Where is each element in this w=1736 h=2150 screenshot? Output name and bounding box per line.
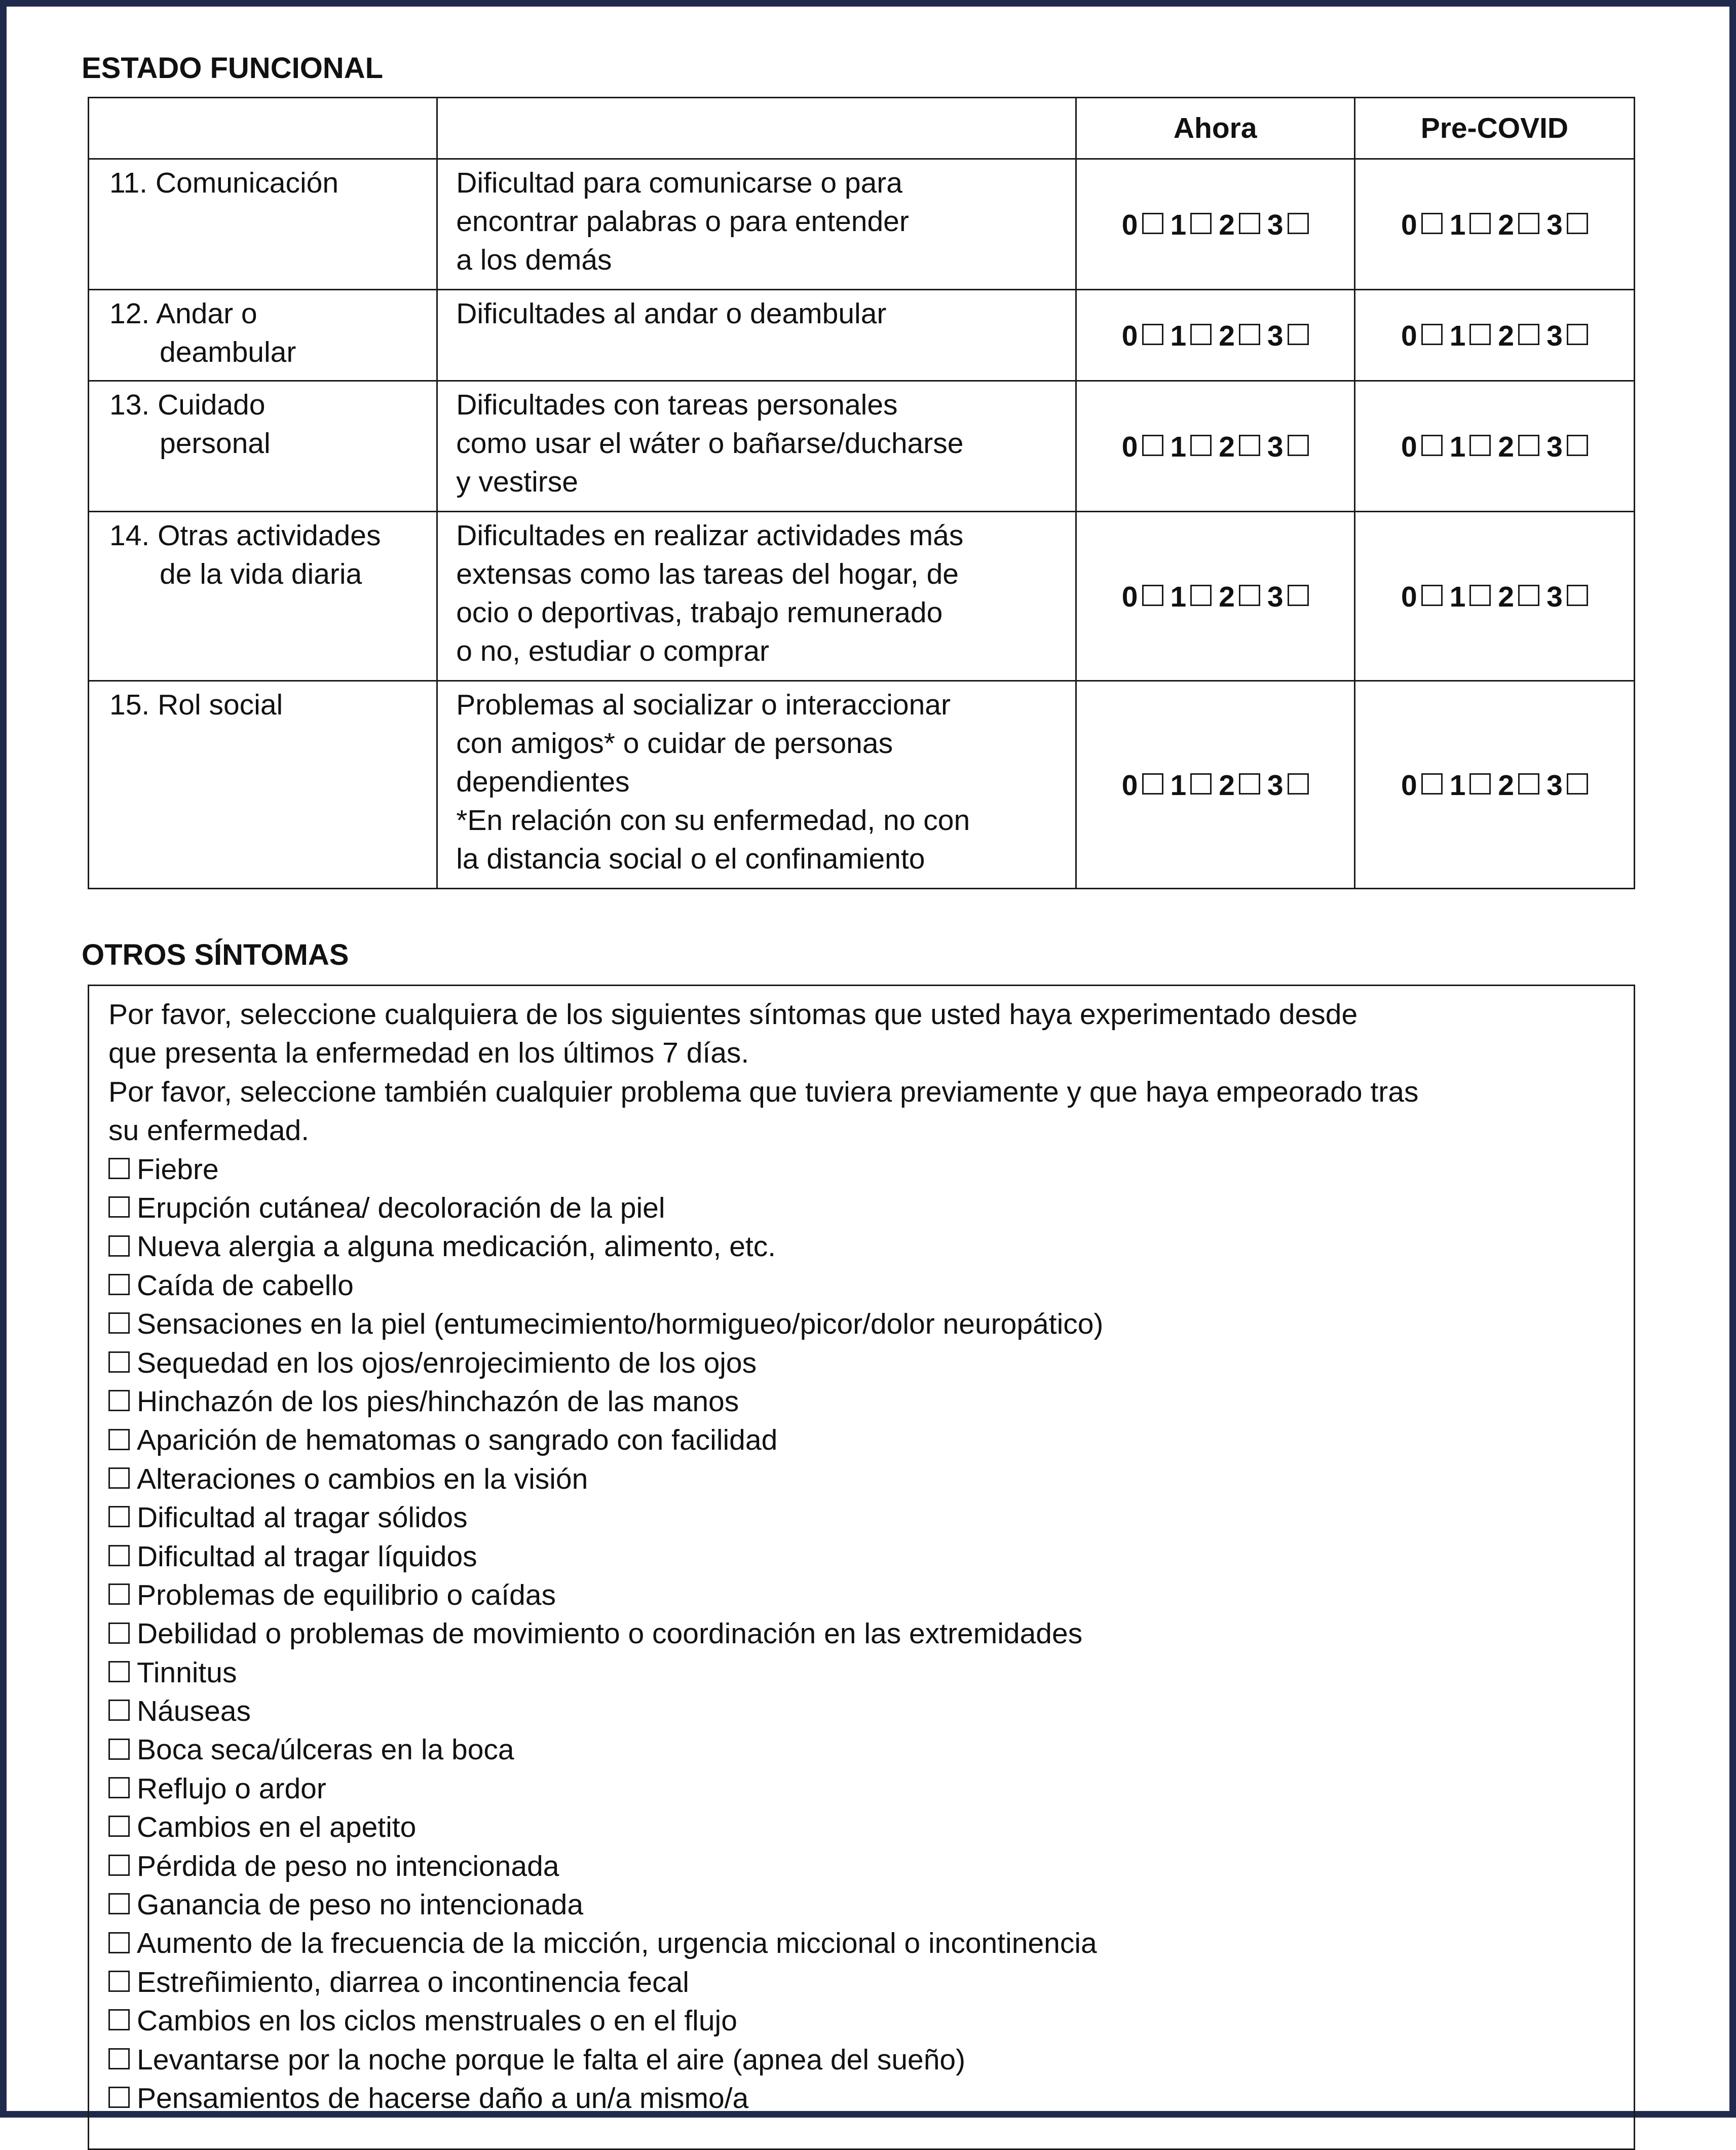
symptom-label: Caída de cabello xyxy=(137,1269,354,1302)
scale-option-label: 0 xyxy=(1401,209,1417,242)
checkbox[interactable] xyxy=(1567,585,1588,606)
symptom-label: Sensaciones en la piel (entumecimiento/hormigueo/picor/dolor neuropático) xyxy=(137,1308,1104,1341)
symptom-checkbox[interactable] xyxy=(108,1971,130,1992)
scale-ahora xyxy=(1076,290,1354,381)
symptom-item xyxy=(108,1769,1618,1808)
checkbox[interactable] xyxy=(1190,773,1212,795)
scale-option-label: 0 xyxy=(1121,769,1138,802)
symptom-item xyxy=(108,1498,1618,1537)
row-description-line: como usar el wáter o bañarse/ducharse xyxy=(456,427,964,460)
checkbox[interactable] xyxy=(1190,324,1212,345)
checkbox[interactable] xyxy=(1288,213,1309,234)
symptom-checkbox[interactable] xyxy=(108,1235,130,1257)
symptom-checkbox[interactable] xyxy=(108,1855,130,1876)
row-description-line: Problemas al socializar o interaccionar xyxy=(456,689,951,721)
row-label-line: de la vida diaria xyxy=(160,558,362,590)
row-label-line: Andar o xyxy=(156,297,257,330)
checkbox[interactable] xyxy=(1288,435,1309,456)
symptom-item xyxy=(108,2002,1618,2040)
symptom-item xyxy=(108,1189,1618,1227)
intro-line: Por favor, seleccione también cualquier problema que tuviera previamente y que haya empeorado tras xyxy=(108,1075,1419,1108)
row-number: 11. xyxy=(109,167,148,199)
scale-option-label: 2 xyxy=(1498,320,1515,353)
scale-option-label: 1 xyxy=(1449,320,1466,353)
symptom-label: Problemas de equilibrio o caídas xyxy=(137,1578,556,1611)
checkbox[interactable] xyxy=(1469,435,1491,456)
table-row xyxy=(89,681,1635,889)
checkbox[interactable] xyxy=(1239,324,1260,345)
header-item xyxy=(89,98,437,159)
symptom-label: Nueva alergia a alguna medicación, alimento, etc. xyxy=(137,1230,776,1263)
symptom-item xyxy=(108,1382,1618,1421)
checkbox[interactable] xyxy=(1518,213,1539,234)
checkbox[interactable] xyxy=(1469,773,1491,795)
row-label xyxy=(89,512,437,681)
symptom-item xyxy=(108,1537,1618,1576)
symptom-item xyxy=(108,1576,1618,1614)
scale-option-label: 1 xyxy=(1170,209,1187,242)
checkbox[interactable] xyxy=(1421,435,1443,456)
otros-sintomas-box xyxy=(88,985,1635,2150)
scale-option-label: 2 xyxy=(1498,209,1515,242)
checkbox[interactable] xyxy=(1142,213,1163,234)
symptom-label: Cambios en los ciclos menstruales o en el flujo xyxy=(137,2005,737,2038)
scale-option-label: 0 xyxy=(1121,320,1138,353)
symptom-checkbox[interactable] xyxy=(108,1390,130,1411)
symptom-label: Hinchazón de los pies/hinchazón de las manos xyxy=(137,1385,739,1418)
symptom-checkbox[interactable] xyxy=(108,1623,130,1644)
checkbox[interactable] xyxy=(1469,585,1491,606)
row-description-line: o no, estudiar o comprar xyxy=(456,635,770,667)
scale-option-label: 2 xyxy=(1219,320,1235,353)
checkbox[interactable] xyxy=(1421,324,1443,345)
row-description-line: dependientes xyxy=(456,766,630,798)
checkbox[interactable] xyxy=(1518,773,1539,795)
symptom-label: Boca seca/úlceras en la boca xyxy=(137,1733,514,1766)
symptom-checkbox[interactable] xyxy=(108,1274,130,1295)
row-number-and-label xyxy=(109,689,283,721)
symptom-label: Tinnitus xyxy=(137,1656,237,1689)
symptom-label: Reflujo o ardor xyxy=(137,1772,326,1805)
symptom-label: Sequedad en los ojos/enrojecimiento de los ojos xyxy=(137,1346,757,1379)
intro-line: su enfermedad. xyxy=(108,1114,310,1147)
scale-option-label: 0 xyxy=(1121,431,1138,464)
row-label-line: Cuidado xyxy=(158,389,266,421)
scale-option-label: 2 xyxy=(1498,769,1515,802)
scale-pre-covid xyxy=(1354,681,1634,889)
row-description-line: y vestirse xyxy=(456,466,578,498)
header-pre-covid: Pre-COVID xyxy=(1354,98,1634,159)
symptom-checkbox[interactable] xyxy=(108,2087,130,2108)
scale-option-label: 2 xyxy=(1219,431,1235,464)
scale-option-label: 0 xyxy=(1401,431,1417,464)
row-label xyxy=(89,381,437,512)
checkbox[interactable] xyxy=(1567,435,1588,456)
scale-option-label: 3 xyxy=(1267,431,1284,464)
scale-option-label: 0 xyxy=(1121,581,1138,614)
row-label-line: Rol social xyxy=(158,689,283,721)
symptom-item xyxy=(108,1460,1618,1498)
symptom-label: Alteraciones o cambios en la visión xyxy=(137,1462,588,1495)
symptom-checkbox[interactable] xyxy=(108,1739,130,1760)
row-description-line: Dificultades con tareas personales xyxy=(456,389,898,421)
symptom-item xyxy=(108,1305,1618,1343)
symptom-label: Ganancia de peso no intencionada xyxy=(137,1889,584,1921)
symptom-label: Pérdida de peso no intencionada xyxy=(137,1850,559,1882)
symptom-checkbox[interactable] xyxy=(108,1932,130,1953)
symptom-checkbox[interactable] xyxy=(108,2009,130,2030)
symptom-label: Aparición de hematomas o sangrado con facilidad xyxy=(137,1424,778,1457)
checkbox[interactable] xyxy=(1288,324,1309,345)
symptom-item xyxy=(108,1227,1618,1266)
symptom-item xyxy=(108,1885,1618,1924)
checkbox[interactable] xyxy=(1239,585,1260,606)
symptom-checkbox[interactable] xyxy=(108,1506,130,1527)
symptom-item xyxy=(108,2079,1618,2118)
checkbox[interactable] xyxy=(1518,324,1539,345)
symptom-checkbox[interactable] xyxy=(108,2048,130,2069)
table-row xyxy=(89,159,1635,290)
scale-option-label: 1 xyxy=(1170,320,1187,353)
row-description-line: extensas como las tareas del hogar, de xyxy=(456,558,959,590)
symptom-item xyxy=(108,1421,1618,1459)
scale-ahora xyxy=(1076,159,1354,290)
otros-sintomas-intro xyxy=(108,995,1618,1150)
symptom-checkbox[interactable] xyxy=(108,1583,130,1605)
row-number-and-label xyxy=(109,519,381,552)
symptom-item xyxy=(108,1150,1618,1189)
checkbox[interactable] xyxy=(1288,585,1309,606)
symptom-item xyxy=(108,1344,1618,1382)
checkbox[interactable] xyxy=(1142,585,1163,606)
intro-line: Por favor, seleccione cualquiera de los siguientes síntomas que usted haya experimentado desde xyxy=(108,998,1358,1031)
symptom-item xyxy=(108,1266,1618,1305)
scale-pre-covid xyxy=(1354,290,1634,381)
checkbox[interactable] xyxy=(1518,585,1539,606)
scale-option-label: 3 xyxy=(1267,320,1284,353)
symptom-item xyxy=(108,2041,1618,2079)
row-description-line: a los demás xyxy=(456,244,612,276)
scale-option-label: 1 xyxy=(1449,431,1466,464)
table-row xyxy=(89,290,1635,381)
table-row xyxy=(89,381,1635,512)
symptom-label: Fiebre xyxy=(137,1153,219,1186)
symptom-checkbox[interactable] xyxy=(108,1196,130,1218)
row-description xyxy=(437,381,1076,512)
checkbox[interactable] xyxy=(1567,213,1588,234)
symptom-checkbox[interactable] xyxy=(108,1893,130,1914)
row-description xyxy=(437,290,1076,381)
symptom-label: Estreñimiento, diarrea o incontinencia fecal xyxy=(137,1966,689,1998)
symptom-label: Erupción cutánea/ decoloración de la piel xyxy=(137,1192,665,1225)
scale-option-label: 1 xyxy=(1449,769,1466,802)
scale-option-label: 3 xyxy=(1267,209,1284,242)
estado-funcional-title: ESTADO FUNCIONAL xyxy=(82,52,384,85)
table-header-row xyxy=(89,98,1635,159)
row-label-line: Comunicación xyxy=(155,167,339,199)
checkbox[interactable] xyxy=(1239,773,1260,795)
checkbox[interactable] xyxy=(1421,213,1443,234)
scale-option-label: 3 xyxy=(1546,320,1563,353)
scale-option-label: 1 xyxy=(1449,581,1466,614)
scale-option-label: 1 xyxy=(1170,431,1187,464)
scale-option-label: 3 xyxy=(1267,769,1284,802)
checkbox[interactable] xyxy=(1239,435,1260,456)
row-number-and-label xyxy=(109,167,338,199)
otros-sintomas-list xyxy=(108,1150,1618,2118)
row-label-line: deambular xyxy=(160,336,296,368)
row-description-line: Dificultad para comunicarse o para xyxy=(456,167,902,199)
row-description xyxy=(437,512,1076,681)
row-label-line: Otras actividades xyxy=(158,519,381,552)
symptom-checkbox[interactable] xyxy=(108,1467,130,1489)
row-description-line: *En relación con su enfermedad, no con xyxy=(456,804,970,837)
checkbox[interactable] xyxy=(1288,773,1309,795)
row-number: 13. xyxy=(109,389,150,421)
symptom-checkbox[interactable] xyxy=(108,1545,130,1566)
symptom-checkbox[interactable] xyxy=(108,1816,130,1837)
scale-option-label: 3 xyxy=(1546,769,1563,802)
checkbox[interactable] xyxy=(1142,324,1163,345)
scale-pre-covid xyxy=(1354,381,1634,512)
row-number-and-label xyxy=(109,297,257,330)
symptom-item xyxy=(108,1692,1618,1730)
row-number: 15. xyxy=(109,689,150,721)
checkbox[interactable] xyxy=(1142,435,1163,456)
row-description-line: ocio o deportivas, trabajo remunerado xyxy=(456,596,943,629)
row-description-line: la distancia social o el confinamiento xyxy=(456,843,925,875)
scale-option-label: 2 xyxy=(1219,769,1235,802)
row-description xyxy=(437,681,1076,889)
checkbox[interactable] xyxy=(1469,324,1491,345)
scale-option-label: 0 xyxy=(1401,581,1417,614)
symptom-checkbox[interactable] xyxy=(108,1312,130,1334)
checkbox[interactable] xyxy=(1239,213,1260,234)
checkbox[interactable] xyxy=(1142,773,1163,795)
checkbox[interactable] xyxy=(1567,324,1588,345)
symptom-label: Dificultad al tragar líquidos xyxy=(137,1540,477,1573)
row-description-line: Dificultades en realizar actividades más xyxy=(456,519,964,552)
row-label xyxy=(89,681,437,889)
scale-option-label: 1 xyxy=(1449,209,1466,242)
symptom-label: Pensamientos de hacerse daño a un/a mismo/a xyxy=(137,2082,749,2115)
symptom-checkbox[interactable] xyxy=(108,1429,130,1450)
scale-option-label: 3 xyxy=(1546,431,1563,464)
symptom-label: Dificultad al tragar sólidos xyxy=(137,1501,468,1534)
row-label-line: personal xyxy=(160,427,271,460)
estado-funcional-table xyxy=(88,97,1635,889)
symptom-item xyxy=(108,1614,1618,1653)
scale-option-label: 2 xyxy=(1219,209,1235,242)
table-row xyxy=(89,512,1635,681)
row-number: 14. xyxy=(109,519,150,552)
row-label xyxy=(89,290,437,381)
header-description xyxy=(437,98,1076,159)
symptom-label: Aumento de la frecuencia de la micción, urgencia miccional o incontinencia xyxy=(137,1927,1097,1960)
checkbox[interactable] xyxy=(1190,435,1212,456)
scale-option-label: 2 xyxy=(1219,581,1235,614)
scale-pre-covid xyxy=(1354,159,1634,290)
checkbox[interactable] xyxy=(1469,213,1491,234)
checkbox[interactable] xyxy=(1190,213,1212,234)
scale-option-label: 0 xyxy=(1121,209,1138,242)
symptom-checkbox[interactable] xyxy=(108,1661,130,1682)
checkbox[interactable] xyxy=(1190,585,1212,606)
checkbox[interactable] xyxy=(1421,773,1443,795)
row-number-and-label xyxy=(109,389,265,421)
scale-option-label: 3 xyxy=(1267,581,1284,614)
row-description-line: Dificultades al andar o deambular xyxy=(456,297,887,330)
row-label xyxy=(89,159,437,290)
checkbox[interactable] xyxy=(1567,773,1588,795)
checkbox[interactable] xyxy=(1518,435,1539,456)
scale-option-label: 2 xyxy=(1498,581,1515,614)
checkbox[interactable] xyxy=(1421,585,1443,606)
row-description-line: con amigos* o cuidar de personas xyxy=(456,727,893,760)
scale-option-label: 0 xyxy=(1401,769,1417,802)
symptom-item xyxy=(108,1847,1618,1885)
scale-option-label: 3 xyxy=(1546,209,1563,242)
symptom-item xyxy=(108,1808,1618,1846)
scale-option-label: 2 xyxy=(1498,431,1515,464)
row-description xyxy=(437,159,1076,290)
scale-option-label: 1 xyxy=(1170,769,1187,802)
scale-ahora xyxy=(1076,681,1354,889)
scale-option-label: 0 xyxy=(1401,320,1417,353)
symptom-label: Náuseas xyxy=(137,1695,251,1728)
estado-funcional-body xyxy=(89,159,1635,889)
symptom-item xyxy=(108,1653,1618,1692)
symptom-item xyxy=(108,1730,1618,1769)
symptom-item xyxy=(108,1924,1618,1963)
symptom-checkbox[interactable] xyxy=(108,1777,130,1798)
row-number: 12. xyxy=(109,297,150,330)
symptom-label: Debilidad o problemas de movimiento o coordinación en las extremidades xyxy=(137,1617,1083,1650)
intro-line: que presenta la enfermedad en los últimos 7 días. xyxy=(108,1037,749,1070)
scale-option-label: 3 xyxy=(1546,581,1563,614)
symptom-label: Levantarse por la noche porque le falta el aire (apnea del sueño) xyxy=(137,2043,966,2076)
otros-sintomas-title: OTROS SÍNTOMAS xyxy=(82,938,349,971)
scale-ahora xyxy=(1076,381,1354,512)
symptom-item xyxy=(108,1963,1618,2002)
scale-pre-covid xyxy=(1354,512,1634,681)
symptom-label: Cambios en el apetito xyxy=(137,1811,417,1844)
header-ahora: Ahora xyxy=(1076,98,1354,159)
scale-option-label: 1 xyxy=(1170,581,1187,614)
symptom-checkbox[interactable] xyxy=(108,1700,130,1721)
symptom-checkbox[interactable] xyxy=(108,1351,130,1373)
symptom-checkbox[interactable] xyxy=(108,1158,130,1179)
scale-ahora xyxy=(1076,512,1354,681)
row-description-line: encontrar palabras o para entender xyxy=(456,205,909,238)
